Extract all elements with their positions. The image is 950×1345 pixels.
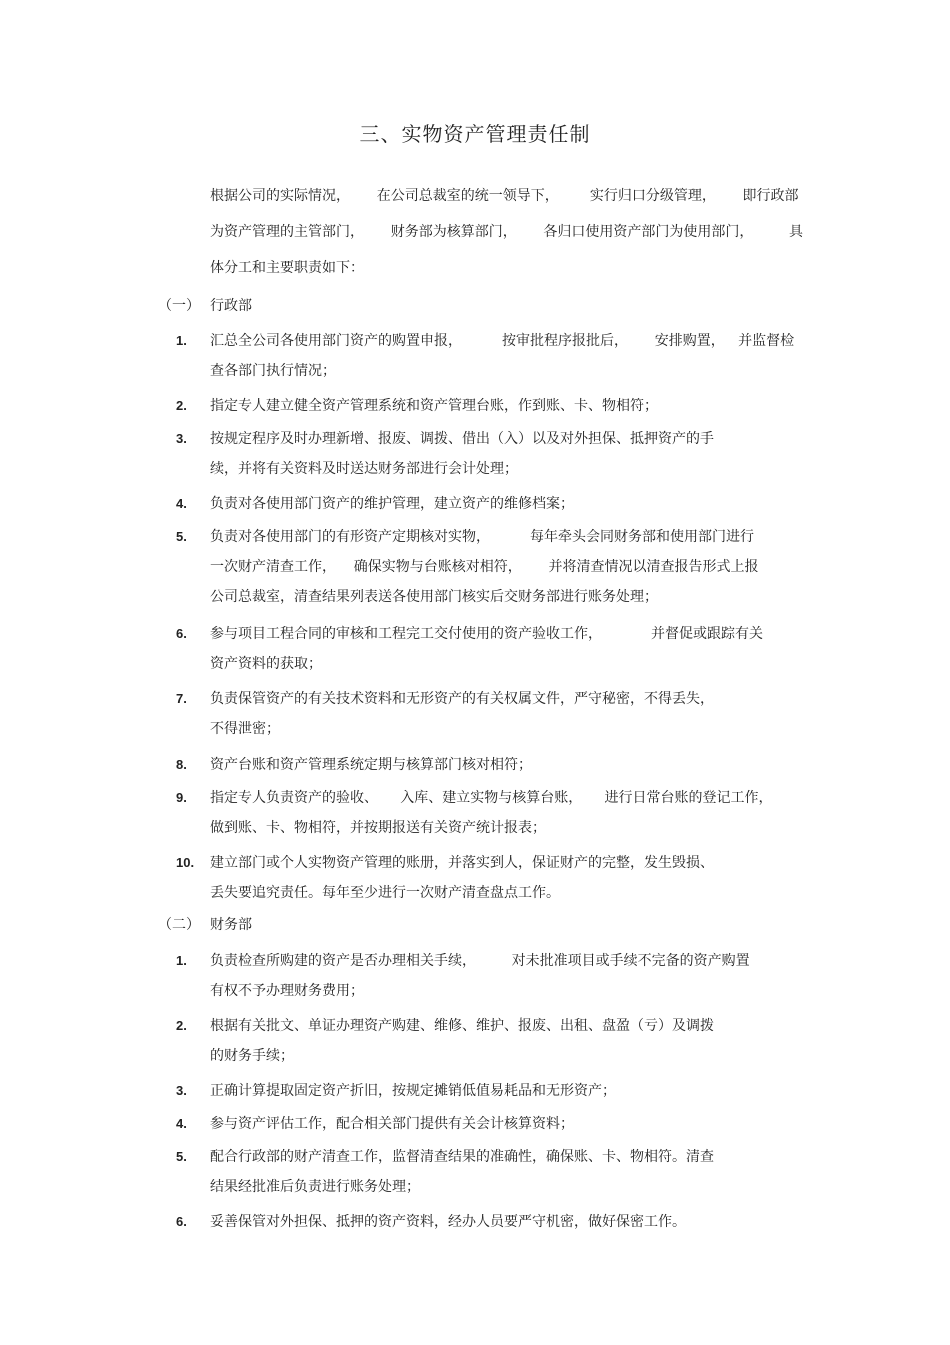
- section-mark: （一）: [158, 298, 200, 314]
- item-number: 1.: [176, 333, 187, 348]
- section-heading-finance: [158, 915, 252, 935]
- item-number: 4.: [176, 1116, 187, 1131]
- intro-line: 体分工和主要职责如下：: [210, 260, 364, 276]
- section-mark: （二）: [158, 917, 200, 933]
- item-line: 不得泄密；: [210, 721, 280, 737]
- item-line: 参与项目工程合同的审核和工程完工交付使用的资产验收工作， 并督促或跟踪有关: [210, 626, 763, 642]
- item-line: 做到账、卡、物相符，并按期报送有关资产统计报表；: [210, 820, 546, 836]
- section-name: 行政部: [210, 298, 252, 314]
- item-line: 有权不予办理财务费用；: [210, 983, 364, 999]
- item-number: 8.: [176, 757, 187, 772]
- item-number: 3.: [176, 1083, 187, 1098]
- item-line: 指定专人建立健全资产管理系统和资产管理台账，作到账、卡、物相符；: [210, 398, 658, 414]
- item-line: 按规定程序及时办理新增、报废、调拨、借出（入）以及对外担保、抵押资产的手: [210, 431, 714, 447]
- item-line: 根据有关批文、单证办理资产购建、维修、维护、报废、出租、盘盈（亏）及调拨: [210, 1018, 714, 1034]
- item-line: 续，并将有关资料及时送达财务部进行会计处理；: [210, 461, 518, 477]
- item-number: 6.: [176, 1214, 187, 1229]
- page-title: 三、实物资产管理责任制: [359, 122, 591, 146]
- item-number: 2.: [176, 1018, 187, 1033]
- item-line: 一次财产清查工作， 确保实物与台账核对相符， 并将清查情况以清查报告形式上报: [210, 559, 759, 575]
- item-line: 负责保管资产的有关技术资料和无形资产的有关权属文件，严守秘密，不得丢失，: [210, 691, 714, 707]
- item-number: 1.: [176, 953, 187, 968]
- item-line: 建立部门或个人实物资产管理的账册，并落实到人，保证财产的完整，发生毁损、: [210, 855, 714, 871]
- item-line: 汇总全公司各使用部门资产的购置申报， 按审批程序报批后， 安排购置， 并监督检: [210, 333, 795, 349]
- item-number: 3.: [176, 431, 187, 446]
- item-number: 10.: [176, 855, 195, 870]
- intro-line: 为资产管理的主管部门， 财务部为核算部门， 各归口使用资产部门为使用部门， 具: [210, 224, 804, 240]
- item-line: 负责对各使用部门的有形资产定期核对实物， 每年牵头会同财务部和使用部门进行: [210, 529, 755, 545]
- item-line: 妥善保管对外担保、抵押的资产资料，经办人员要严守机密，做好保密工作。: [210, 1214, 686, 1230]
- item-line: 查各部门执行情况；: [210, 363, 336, 379]
- item-number: 9.: [176, 790, 187, 805]
- item-number: 4.: [176, 496, 187, 511]
- item-line: 公司总裁室，清查结果列表送各使用部门核实后交财务部进行账务处理；: [210, 589, 658, 605]
- intro-line: 根据公司的实际情况， 在公司总裁室的统一领导下， 实行归口分级管理， 即行政部: [210, 188, 799, 204]
- item-line: 资产资料的获取；: [210, 656, 322, 672]
- item-number: 7.: [176, 691, 187, 706]
- section-heading-admin: [158, 296, 252, 316]
- item-line: 的财务手续；: [210, 1048, 294, 1064]
- item-line: 配合行政部的财产清查工作，监督清查结果的准确性，确保账、卡、物相符。清查: [210, 1149, 714, 1165]
- item-number: 2.: [176, 398, 187, 413]
- item-number: 6.: [176, 626, 187, 641]
- item-line: 参与资产评估工作，配合相关部门提供有关会计核算资料；: [210, 1116, 574, 1132]
- item-number: 5.: [176, 529, 187, 544]
- intro-paragraph: [210, 186, 810, 294]
- item-line: 资产台账和资产管理系统定期与核算部门核对相符；: [210, 757, 532, 773]
- item-number: 5.: [176, 1149, 187, 1164]
- item-line: 结果经批准后负责进行账务处理；: [210, 1179, 420, 1195]
- item-line: 正确计算提取固定资产折旧，按规定摊销低值易耗品和无形资产；: [210, 1083, 616, 1099]
- item-line: 负责检查所购建的资产是否办理相关手续， 对未批准项目或手续不完备的资产购置: [210, 953, 750, 969]
- item-line: 指定专人负责资产的验收、 入库、建立实物与核算台账， 进行日常台账的登记工作，: [210, 790, 773, 806]
- section-name: 财务部: [210, 917, 252, 933]
- item-line: 负责对各使用部门资产的维护管理，建立资产的维修档案；: [210, 496, 574, 512]
- item-line: 丢失要追究责任。每年至少进行一次财产清查盘点工作。: [210, 885, 560, 901]
